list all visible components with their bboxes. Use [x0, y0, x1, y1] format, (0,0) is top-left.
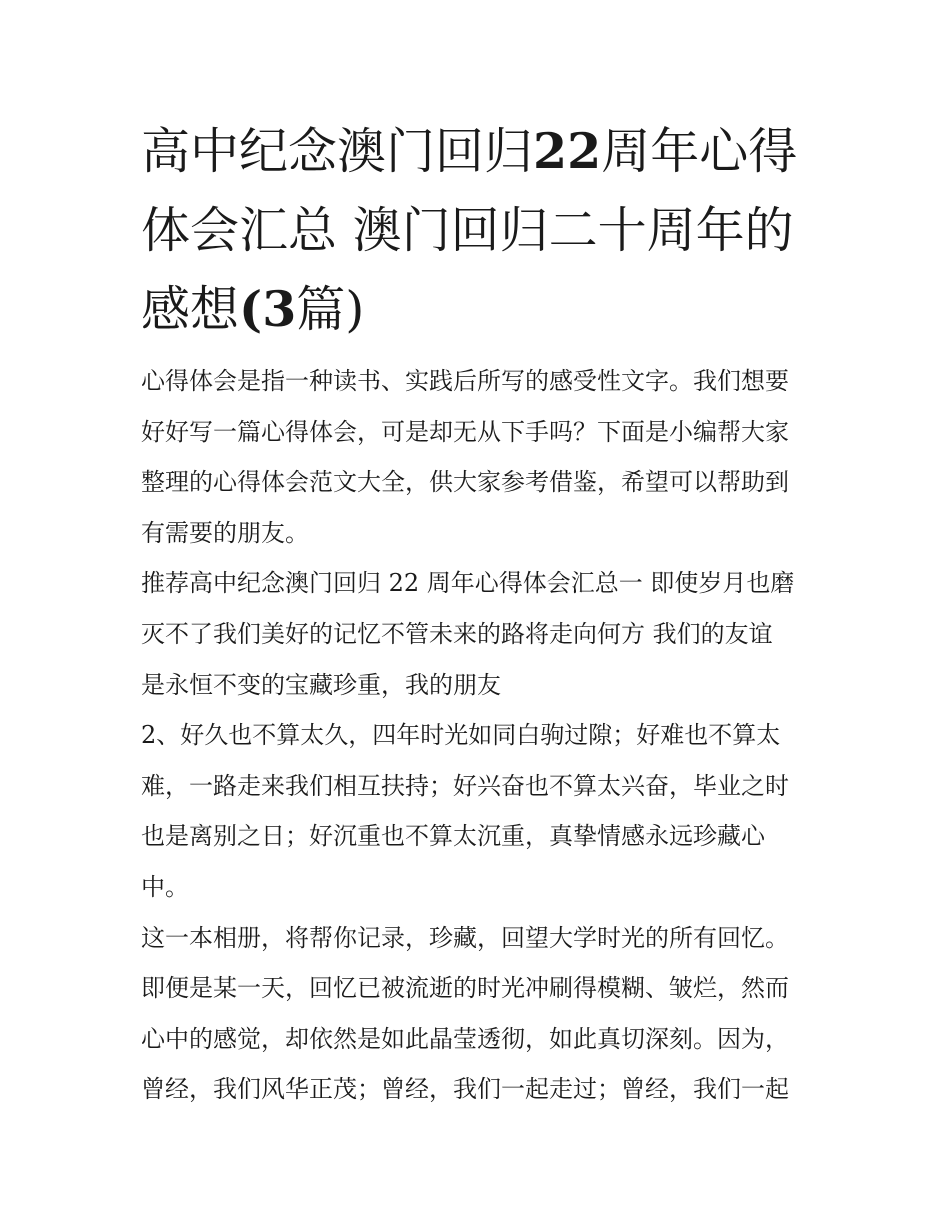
- text-line: 有需要的朋友。: [141, 518, 309, 547]
- paragraph-item-2: [141, 710, 821, 912]
- text-line: 2、好久也不算太久，四年时光如同白驹过隙；好难也不算太: [141, 721, 781, 750]
- text-line: 曾经，我们风华正茂；曾经，我们一起走过；曾经，我们一起: [141, 1075, 789, 1104]
- title-line-1: [141, 112, 821, 191]
- text-line: 好好写一篇心得体会，可是却无从下手吗？下面是小编帮大家: [141, 417, 789, 446]
- paragraph-recommend: [141, 558, 821, 710]
- text-line: 心中的感觉，却依然是如此晶莹透彻，如此真切深刻。因为，: [141, 1024, 789, 1053]
- title-text: 篇): [296, 281, 365, 338]
- title-line-3: [141, 270, 821, 349]
- text-line: 中。: [141, 872, 189, 901]
- text-line: 难，一路走来我们相互扶持；好兴奋也不算太兴奋，毕业之时: [141, 771, 789, 800]
- text-line: 也是离别之日；好沉重也不算太沉重，真挚情感永远珍藏心: [141, 822, 765, 851]
- title-text: 感想: [141, 281, 240, 338]
- paragraph-intro: [141, 356, 821, 558]
- text-line: 灭不了我们美好的记忆不管未来的路将走向何方 我们的友谊: [141, 619, 773, 648]
- text-line: 是永恒不变的宝藏珍重，我的朋友: [141, 670, 501, 699]
- document-title: [141, 112, 821, 349]
- paragraph-album: [141, 913, 821, 1115]
- title-number: 22: [533, 122, 602, 180]
- title-number: (3: [239, 280, 297, 338]
- text-line: 推荐高中纪念澳门回归 22 周年心得体会汇总一 即使岁月也磨: [141, 569, 795, 598]
- text-line: 整理的心得体会范文大全，供大家参考借鉴，希望可以帮助到: [141, 468, 789, 497]
- title-text: 周年心得: [601, 123, 798, 180]
- title-line-2: 体会汇总 澳门回归二十周年的: [141, 202, 794, 259]
- document-body: [141, 356, 821, 1115]
- title-text: 高中纪念澳门回归: [141, 123, 534, 180]
- text-line: 即便是某一天，回忆已被流逝的时光冲刷得模糊、皱烂，然而: [141, 974, 789, 1003]
- text-line: 心得体会是指一种读书、实践后所写的感受性文字。我们想要: [141, 367, 789, 395]
- text-line: 这一本相册，将帮你记录，珍藏，回望大学时光的所有回忆。: [141, 923, 789, 952]
